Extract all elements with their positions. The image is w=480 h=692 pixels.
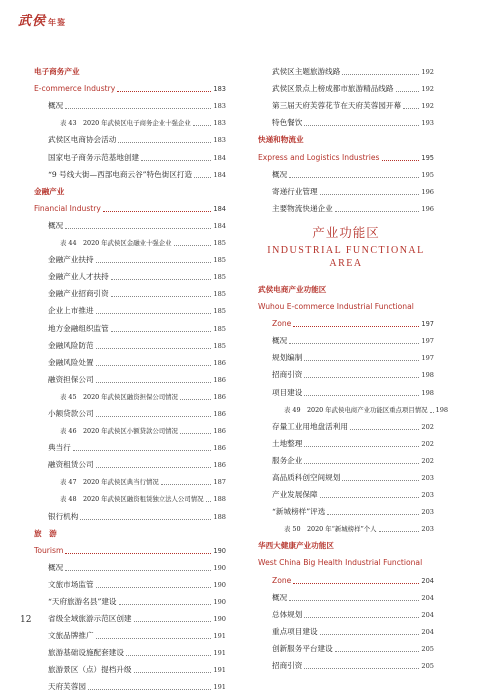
chapter-title-en-line2: AREA [329,257,363,269]
toc-entry-page: 193 [421,119,434,128]
toc-entry-title: Express and Logistics Industries [258,152,380,162]
toc-entry-title: 表 50 2020 年“新城榜样”个人 [284,525,377,534]
toc-entry-title: 华西大健康产业功能区 [258,541,334,551]
logo-sub-text: 年鉴 [48,17,67,27]
toc-entry[interactable] [34,248,226,265]
toc-leader-dots [96,382,212,383]
toc-leader-dots [96,313,212,314]
toc-entry-title: 银行机构 [48,511,79,521]
toc-entry-title: 金融产业 [34,186,65,196]
toc-leader-dots [193,125,212,126]
toc-entry-page: 186 [213,375,226,384]
toc-leader-dots [96,587,212,588]
toc-right-column [258,60,449,671]
toc-entry[interactable] [34,163,226,180]
toc-leader-dots [65,108,211,109]
toc-entry-title: 武侯区景点上榜成都市旅游精品线路 [272,84,394,94]
toc-leader-dots [289,177,419,178]
toc-entry-page: 197 [421,320,434,329]
toc-entry-title: 电子商务产业 [34,67,80,77]
toc-entry-title: 表 46 2020 年武侯区小额贷款公司情况 [60,427,178,436]
toc-leader-dots [304,360,419,361]
toc-leader-dots [289,600,419,601]
toc-entry-title: 省级全域旅游示范区创建 [48,614,132,624]
toc-entry[interactable] [34,351,226,368]
toc-leader-dots [111,331,212,332]
toc-entry[interactable] [34,282,226,299]
toc-entry-title: 产业发展保障 [272,490,318,500]
toc-entry-page: 190 [213,580,226,589]
toc-entry-title: “天府旅游名县”建设 [48,597,117,606]
toc-entry[interactable] [34,436,226,453]
toc-entry[interactable] [34,368,226,385]
toc-leader-dots [180,433,211,434]
toc-entry-page: 197 [421,354,434,363]
toc-entry[interactable] [34,299,226,316]
toc-entry-page: 196 [421,204,434,213]
toc-entry-page: 183 [213,102,226,111]
toc-entry-page: 183 [213,119,226,128]
toc-entry-page: 191 [213,666,226,675]
toc-entry-page: 202 [421,456,434,465]
toc-entry[interactable] [258,500,434,517]
toc-entry[interactable] [34,556,226,573]
toc-entry[interactable] [34,419,226,436]
toc-leader-dots [65,228,211,229]
toc-leader-dots [320,194,420,195]
toc-entry-title: Tourism [34,545,64,555]
toc-entry[interactable] [258,654,434,671]
toc-entry[interactable] [258,278,434,295]
toc-entry[interactable] [34,385,226,402]
toc-entry-title: 国家电子商务示范基地创建 [48,152,140,162]
toc-entry[interactable] [34,334,226,351]
toc-entry-title: 高品质科创空间规划 [272,472,341,482]
toc-entry-page: 185 [213,273,226,282]
toc-entry[interactable] [258,197,434,214]
toc-entry-page: 191 [213,649,226,658]
toc-leader-dots [320,497,420,498]
toc-leader-dots [126,655,211,656]
toc-entry-page: 197 [421,337,434,346]
toc-entry[interactable] [34,607,226,624]
toc-leader-dots [342,480,419,481]
toc-entry-page: 205 [421,644,434,653]
toc-entry-page: 203 [421,525,434,534]
toc-entry-title: 武侯区主题旅游线路 [272,67,341,77]
toc-entry-page: 190 [213,563,226,572]
toc-entry-page: 190 [213,546,226,555]
toc-entry-page: 188 [213,495,226,504]
toc-entry-title: 特色餐饮 [272,118,303,128]
toc-entry[interactable] [258,94,434,111]
toc-entry[interactable] [34,658,226,675]
toc-entry[interactable] [34,470,226,487]
toc-entry-title: 金融产业招商引资 [48,289,109,299]
toc-entry[interactable] [34,145,226,162]
toc-leader-dots [65,553,211,554]
toc-entry[interactable] [258,483,434,500]
toc-entry-page: 187 [213,478,226,487]
chapter-title-en-line1: INDUSTRIAL FUNCTIONAL [267,244,425,256]
toc-entry-title: 融资担保公司 [48,374,94,384]
toc-entry-page: 186 [213,444,226,453]
toc-entry[interactable] [34,624,226,641]
toc-entry[interactable] [258,534,434,551]
toc-leader-dots [289,343,419,344]
toc-leader-dots [88,689,211,690]
toc-entry-title: 文旅市场监管 [48,579,94,589]
toc-entry-title: 文旅品牌推广 [48,631,94,641]
toc-entry-title: 概况 [272,336,288,346]
toc-leader-dots [119,604,212,605]
toc-leader-dots [304,668,419,669]
toc-entry-title: Wuhou E-commerce Industrial Functional [258,302,414,312]
toc-entry-page: 202 [421,439,434,448]
toc-entry-page: 185 [213,341,226,350]
toc-entry-page: 188 [213,512,226,521]
toc-entry[interactable] [34,231,226,248]
toc-entry-page: 195 [421,170,434,179]
toc-entry-title: 企业上市推进 [48,306,94,316]
toc-entry-title: Zone [272,319,292,329]
toc-entry-page: 203 [421,473,434,482]
toc-entry-title: 概况 [48,101,64,111]
toc-leader-dots [111,296,212,297]
toc-leader-dots [111,279,212,280]
toc-entry-title: “9 号线大街—西部电商云谷”特色街区打造 [48,169,193,179]
toc-leader-dots [304,463,419,464]
toc-entry-title: 概况 [272,169,288,179]
toc-leader-dots [342,74,419,75]
toc-leader-dots [335,651,420,652]
toc-leader-dots [327,514,419,515]
toc-entry-page: 198 [421,371,434,380]
toc-leader-dots [396,91,420,92]
toc-leader-dots [320,634,420,635]
toc-entry-title: 概况 [48,562,64,572]
toc-entry-title: E-commerce Industry [34,84,116,94]
toc-entry-page: 198 [421,388,434,397]
toc-entry-page: 185 [213,307,226,316]
toc-entry-title: 主要物流快递企业 [272,203,333,213]
toc-entry-page: 183 [213,136,226,145]
toc-leader-dots [206,501,212,502]
toc-entry-title: Financial Industry [34,203,101,213]
toc-entry-page: 185 [213,256,226,265]
toc-entry-page: 204 [421,610,434,619]
toc-entry-title: 招商引资 [272,370,303,380]
toc-entry[interactable] [34,77,226,94]
toc-entry-title: 创新服务平台建设 [272,643,333,653]
toc-entry[interactable] [258,620,434,637]
toc-entry-title: 表 45 2020 年武侯区融资担保公司情况 [60,392,178,401]
toc-leader-dots [134,621,212,622]
toc-entry[interactable] [258,466,434,483]
logo-main-text: 武侯 [18,14,47,29]
toc-entry[interactable] [34,265,226,282]
toc-entry[interactable] [258,637,434,654]
toc-entry[interactable] [258,145,434,162]
toc-entry[interactable] [258,586,434,603]
toc-leader-dots [80,519,211,520]
toc-entry-page: 185 [213,290,226,299]
toc-entry-page: 184 [213,204,226,213]
toc-entry-page: 195 [421,153,434,162]
toc-entry[interactable] [34,522,226,539]
toc-entry-title: Zone [272,575,292,585]
toc-leader-dots [96,638,212,639]
toc-entry[interactable] [34,504,226,521]
toc-leader-dots [96,365,212,366]
page-number: 12 [20,615,32,625]
toc-entry[interactable] [34,197,226,214]
toc-entry-title: 概况 [48,220,64,230]
toc-entry[interactable] [258,329,434,346]
toc-entry-title: 天府芙蓉园 [48,682,86,692]
toc-entry[interactable] [34,111,226,128]
toc-leader-dots [96,467,212,468]
toc-entry-title: 表 48 2020 年武侯区融资租赁独立法人公司情况 [60,495,204,504]
toc-entry-title: 武侯电商产业功能区 [258,284,327,294]
toc-entry-page: 184 [213,170,226,179]
toc-entry[interactable] [258,60,434,77]
toc-entry[interactable] [34,590,226,607]
toc-entry[interactable] [258,603,434,620]
toc-entry[interactable] [34,128,226,145]
toc-entry-title: 武侯区电商协会活动 [48,135,117,145]
toc-entry-page: 205 [421,662,434,670]
toc-leader-dots [304,125,419,126]
toc-leader-dots [194,177,211,178]
toc-entry-title: 典当行 [48,443,71,453]
toc-entry[interactable] [258,163,434,180]
toc-entry[interactable] [34,453,226,470]
toc-entry-page: 183 [213,85,226,94]
toc-entry-title: 服务企业 [272,455,303,465]
toc-entry-page: 186 [213,409,226,418]
yearbook-logo [18,10,66,29]
toc-entry-title: 概况 [272,592,288,602]
toc-entry[interactable] [34,180,226,197]
toc-entry-page: 204 [421,576,434,585]
toc-entry-page: 192 [421,102,434,111]
toc-leader-dots [350,429,419,430]
toc-entry-page: 184 [213,221,226,230]
toc-leader-dots [134,672,212,673]
toc-entry-title: 表 47 2020 年武侯区典当行情况 [60,478,159,487]
toc-entry[interactable] [34,641,226,658]
toc-entry-title: 金融风险防范 [48,340,94,350]
toc-leader-dots [304,617,419,618]
toc-entry-title: 规划编制 [272,353,303,363]
toc-leader-dots [304,395,419,396]
toc-entry-title: 土地整理 [272,438,303,448]
toc-entry-title: 表 43 2020 年武侯区电子商务企业十强企业 [60,119,191,128]
toc-entry-title: 融资租赁公司 [48,460,94,470]
toc-entry-page: 191 [213,632,226,641]
toc-entry-title: 小额贷款公司 [48,408,94,418]
toc-leader-dots [293,583,419,584]
toc-entry[interactable] [258,449,434,466]
toc-leader-dots [379,531,420,532]
toc-entry[interactable] [34,573,226,590]
toc-entry-title: 寄递行业管理 [272,186,318,196]
toc-entry[interactable] [258,312,434,329]
toc-entry[interactable] [34,487,226,504]
chapter-title-cn: 产业功能区 [312,224,380,240]
toc-leader-dots [430,412,434,413]
toc-entry-title: 旅游基础设施配套建设 [48,648,124,658]
toc-entry-title: 金融产业人才扶持 [48,272,109,282]
toc-entry[interactable] [258,180,434,197]
toc-entry-title: 存量工业用地盘活利用 [272,421,348,431]
toc-entry-title: 表 44 2020 年武侯区金融业十强企业 [60,239,172,248]
toc-entry-title: 旅 游 [34,528,57,538]
toc-entry-title: 总体规划 [272,609,303,619]
toc-leader-dots [96,348,212,349]
toc-entry[interactable] [34,214,226,231]
toc-leader-dots [403,108,419,109]
toc-entry-page: 186 [213,392,226,401]
toc-right-bottom [258,278,449,671]
toc-entry-page: 204 [421,593,434,602]
toc-right-top [258,60,434,214]
toc-entry-title: 地方金融组织监管 [48,323,109,333]
toc-entry-page: 204 [421,627,434,636]
toc-leader-dots [180,399,211,400]
toc-entry-page: 191 [213,683,226,692]
toc-leader-dots [304,446,419,447]
toc-entry[interactable] [34,316,226,333]
toc-entry-page: 202 [421,422,434,431]
toc-entry-page: 184 [213,153,226,162]
toc-entry[interactable] [258,295,434,312]
toc-leader-dots [117,91,211,92]
toc-leader-dots [161,484,212,485]
toc-entry-page: 198 [435,405,449,414]
toc-entry[interactable] [258,111,434,128]
toc-leader-dots [103,211,212,212]
toc-entry-page: 185 [213,324,226,333]
toc-entry-page: 203 [421,491,434,500]
toc-entry[interactable] [258,128,434,145]
toc-leader-dots [293,326,419,327]
toc-entry-page: 196 [421,187,434,196]
toc-leader-dots [174,245,212,246]
toc-entry-title: 第三届天府芙蓉花节在天府芙蓉园开幕 [272,101,402,111]
toc-leader-dots [118,142,211,143]
toc-entry[interactable] [258,363,434,380]
toc-entry-page: 185 [213,239,226,248]
toc-entry[interactable] [258,568,434,585]
toc-entry[interactable] [258,398,449,415]
toc-leader-dots [141,160,211,161]
toc-left-column [34,60,226,692]
toc-entry-title: 旅游景区（点）提档升级 [48,665,132,675]
toc-entry-page: 203 [421,508,434,517]
toc-entry-page: 186 [213,358,226,367]
toc-leader-dots [65,570,211,571]
toc-entry-title: 金融产业扶持 [48,255,94,265]
toc-leader-dots [96,262,212,263]
toc-leader-dots [382,160,420,161]
toc-leader-dots [304,377,419,378]
toc-entry[interactable] [34,94,226,111]
toc-entry[interactable] [34,539,226,556]
toc-entry[interactable] [34,60,226,77]
toc-entry[interactable] [258,415,434,432]
toc-entry[interactable] [34,402,226,419]
toc-entry-title: 表 49 2020 年武侯电商产业功能区重点项目情况 [284,405,428,414]
toc-entry[interactable] [258,380,434,397]
toc-entry-page: 190 [213,615,226,624]
toc-entry-title: 重点项目建设 [272,626,318,636]
toc-entry-page: 190 [213,598,226,606]
toc-entry[interactable] [34,675,226,692]
toc-entry[interactable] [258,551,434,568]
toc-entry[interactable] [258,77,434,94]
toc-entry-title: 招商引资 [272,661,303,670]
toc-entry[interactable] [258,517,434,534]
toc-entry-page: 192 [421,68,434,77]
toc-entry-page: 186 [213,427,226,436]
toc-leader-dots [96,416,212,417]
toc-entry[interactable] [258,346,434,363]
toc-entry-title: 快递和物流业 [258,135,304,145]
toc-entry[interactable] [258,432,434,449]
toc-entry-title: 金融风险处置 [48,357,94,367]
toc-entry-page: 186 [213,461,226,470]
toc-leader-dots [335,211,420,212]
toc-leader-dots [73,450,212,451]
toc-entry-page: 192 [421,85,434,94]
toc-entry-title: 项目建设 [272,387,303,397]
toc-entry-title: “新城榜样”评选 [272,507,326,517]
toc-entry-title: West China Big Health Industrial Functional [258,558,423,568]
chapter-heading [258,222,434,270]
